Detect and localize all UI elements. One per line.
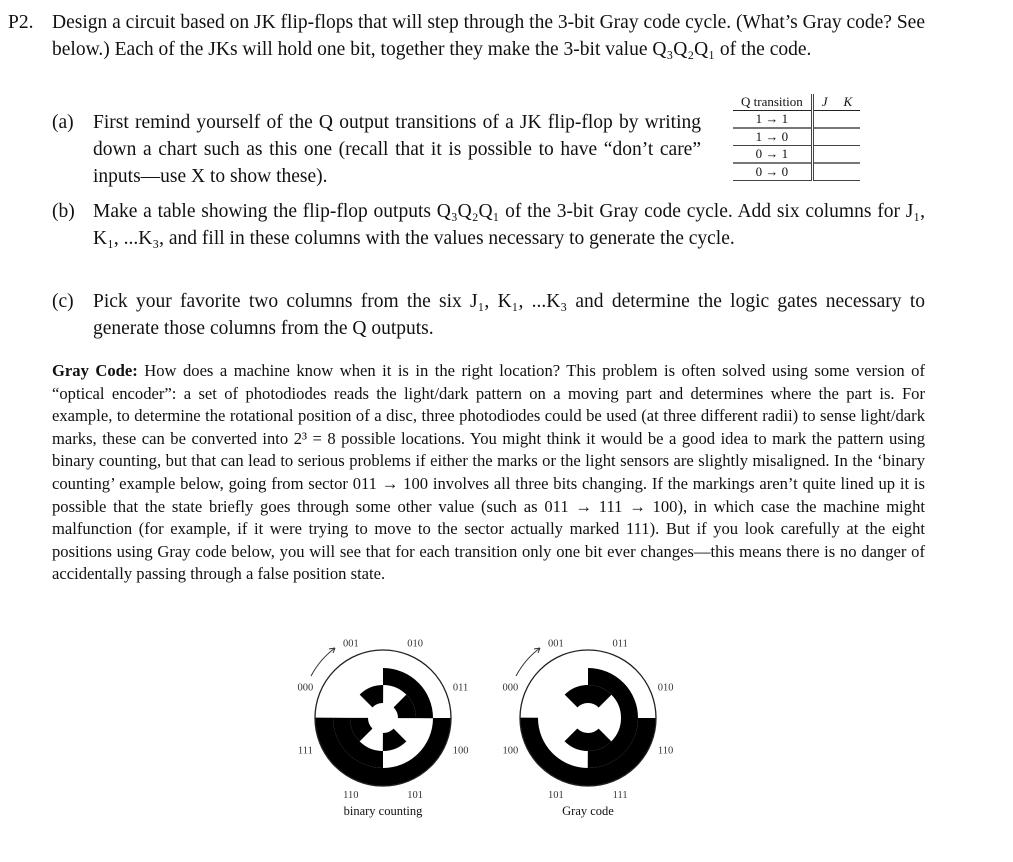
header-k: K <box>836 94 861 111</box>
gray-code-body: How does a machine know when it is in the right location? This problem is often solved using some version of “optical encoder”: a set of photodiodes reads the light/dark pattern on a moving part and determines where the part is. For example, to determine the rotational position of a disc, three photodiodes could be used (at three different radii) to sense light/dark marks, these can be converted into 2³ = 8 possible locations. You might think it would be a good idea to mark the pattern using binary counting, but that can lead to serious problems if either the marks or the light sensors are slightly misaligned. In the ‘binary counting’ example below, going from sector 011 → 100 involves all three bits changing. If the markings aren’t quite lined up it is possible that the state briefly goes through some other value (such as 011 → 111 → 100), in which case the machine might malfunction (for example, if it were trying to move to the sector actually marked 111). But if you look carefully at the eight positions using Gray code below, you will see that for each transition only one bit ever changes—this means there is no danger of accidentally passing through a false position state. <box>52 361 926 584</box>
sector-label: 101 <box>407 789 424 801</box>
sector-001-bit1-mark <box>360 685 384 707</box>
sector-label: 101 <box>547 789 564 801</box>
sector-label: 110 <box>343 789 359 801</box>
sector-label: 001 <box>342 638 359 650</box>
sector-label: 001 <box>547 638 564 650</box>
cell <box>836 128 861 146</box>
cell <box>812 111 835 129</box>
table-row <box>733 163 860 181</box>
part-text: First remind yourself of the Q output transitions of a JK flip-flop by writing down a chart such as this one (recall that it is possible to have “don’t care” inputs—use X to show these). <box>93 112 701 187</box>
sector-label: 000 <box>502 682 519 694</box>
sector-label: 010 <box>657 682 674 694</box>
sector-101-bit1-mark <box>383 729 407 751</box>
cell <box>812 128 835 146</box>
cell <box>836 163 861 181</box>
disk-caption: binary counting <box>343 804 423 818</box>
cell <box>836 111 861 129</box>
cell: 1 → 1 <box>733 111 812 129</box>
table-row <box>733 111 860 129</box>
encoder-disk-graphic <box>478 632 698 802</box>
sector-001-bit1-mark <box>565 685 589 707</box>
part-text: Pick your favorite two columns from the six J₁, K₁, ...K₃ and determine the logic gates necessary to generate those columns from the Q outputs. <box>93 291 925 339</box>
cell: 0 → 0 <box>733 163 812 181</box>
part-text: Make a table showing the flip-flop outputs Q₃Q₂Q₁ of the 3-bit Gray code cycle. Add six columns for J₁, K₁, ...K₃, and fill in these columns with the values necessary to generate the cycle. <box>93 201 925 249</box>
cell <box>836 146 861 164</box>
sector-label: 100 <box>452 745 469 757</box>
rotation-arrow-icon <box>311 648 335 676</box>
problem-number: P2. <box>8 12 34 33</box>
binary-counting-disk <box>273 632 493 832</box>
gray-code-heading: Gray Code: <box>52 361 138 380</box>
jk-transition-table <box>733 94 860 181</box>
sector-label: 011 <box>452 682 469 694</box>
part-label: (a) <box>52 112 74 133</box>
part-label: (b) <box>52 201 75 222</box>
rotation-arrow-icon <box>516 648 540 676</box>
cell: 0 → 1 <box>733 146 812 164</box>
sector-label: 010 <box>407 638 424 650</box>
sector-label: 011 <box>612 638 628 650</box>
table-row <box>733 128 860 146</box>
table-row <box>733 146 860 164</box>
sector-label: 111 <box>612 789 628 801</box>
encoder-disk-graphic <box>273 632 493 802</box>
cell <box>812 163 835 181</box>
sector-label: 100 <box>502 745 519 757</box>
header-q-transition: Q transition <box>733 94 812 111</box>
sector-label: 110 <box>657 745 674 757</box>
header-j: J <box>812 94 835 111</box>
sector-101-bit1-mark <box>565 729 588 751</box>
problem-intro: Design a circuit based on JK flip-flops that will step through the 3-bit Gray code cycle. (What’s Gray code? See below.) Each of the JKs will hold one bit, together they make the 3-bit value Q₃Q₂Q₁ of the code. <box>52 12 925 60</box>
cell <box>812 146 835 164</box>
cell: 1 → 0 <box>733 128 812 146</box>
gray-code-paragraph <box>52 360 925 586</box>
sector-label: 000 <box>297 682 314 694</box>
part-label: (c) <box>52 291 74 312</box>
gray-code-disk <box>478 632 698 832</box>
disk-caption: Gray code <box>562 804 614 818</box>
sector-label: 111 <box>297 745 313 757</box>
